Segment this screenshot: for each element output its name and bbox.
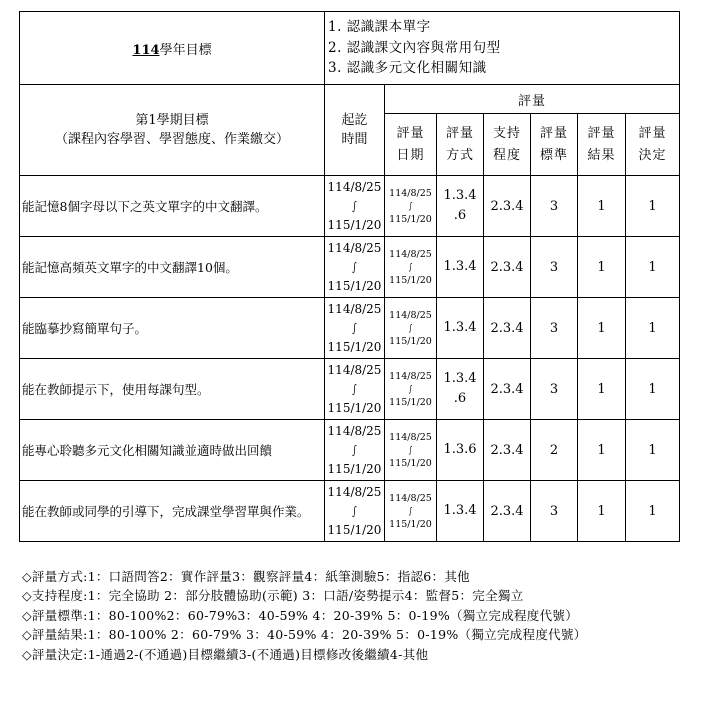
eval-date-start: 114/8/25 <box>389 187 432 199</box>
eval-decision-cell: 1 <box>626 237 680 298</box>
eval-standard-cell: 3 <box>531 176 578 237</box>
goal-text: 能記憶8個字母以下之英文單字的中文翻譯。 <box>20 176 325 237</box>
eval-result-cell: 1 <box>578 359 626 420</box>
support-level-header: 支持 程度 <box>484 114 531 176</box>
period-start: 114/8/25 <box>327 240 382 255</box>
eval-result-cell: 1 <box>578 420 626 481</box>
goal-row <box>20 359 680 420</box>
goal-row <box>20 481 680 542</box>
tilde-glyph: ∫ <box>352 198 357 213</box>
period-start: 114/8/25 <box>327 179 382 194</box>
eval-method-continued: .6 <box>453 208 467 223</box>
period-header-line2: 時間 <box>341 132 368 147</box>
eval-decision-cell: 1 <box>626 481 680 542</box>
year-goal-list <box>325 12 680 85</box>
period-cell <box>325 481 385 542</box>
eval-date-end: 115/1/20 <box>389 457 432 469</box>
period-header-line1: 起訖 <box>341 113 368 128</box>
eval-method-cell <box>437 237 484 298</box>
support-level-cell: 2.3.4 <box>484 176 531 237</box>
eval-result-cell: 1 <box>578 176 626 237</box>
eval-date-tilde: ∫ <box>408 322 413 334</box>
eval-method-header: 評量 方式 <box>437 114 484 176</box>
eval-date-end: 115/1/20 <box>389 396 432 408</box>
goal-text: 能在教師或同學的引導下，完成課堂學習單與作業。 <box>20 481 325 542</box>
period-end: 115/1/20 <box>327 461 382 476</box>
year-goal-label <box>20 12 325 85</box>
note-eval-method: ◇評量方式:1：口語問答2：實作評量3：觀察評量4：紙筆測驗5：指認6：其他 <box>22 569 470 584</box>
year-goal-item: 3. 認識多元文化相關知識 <box>328 60 487 77</box>
period-end: 115/1/20 <box>327 400 382 415</box>
year-goal-item: 1. 認識課本單字 <box>328 19 431 36</box>
period-cell <box>325 237 385 298</box>
eval-standard-cell: 3 <box>531 237 578 298</box>
eval-method-cell <box>437 420 484 481</box>
year-goal-row <box>20 12 680 85</box>
goal-text: 能專心聆聽多元文化相關知識並適時做出回饋 <box>20 420 325 481</box>
eval-standard-header: 評量 標準 <box>531 114 578 176</box>
eval-date-end: 115/1/20 <box>389 335 432 347</box>
period-cell <box>325 420 385 481</box>
year-goal-item: 2. 認識課文內容與常用句型 <box>328 39 501 56</box>
goal-row <box>20 237 680 298</box>
tilde-glyph: ∫ <box>352 503 357 518</box>
semester-subtitle: （課程內容學習、學習態度、作業繳交） <box>54 132 289 147</box>
period-end: 115/1/20 <box>327 339 382 354</box>
tilde-glyph: ∫ <box>352 442 357 457</box>
eval-method-value: 1.3.4 <box>443 503 477 518</box>
tilde-glyph: ∫ <box>352 381 357 396</box>
note-eval-decision: ◇評量決定:1-通過2-(不通過)目標繼續3-(不通過)目標修改後繼續4-其他 <box>22 646 429 662</box>
period-end: 115/1/20 <box>327 278 382 293</box>
eval-result-cell: 1 <box>578 237 626 298</box>
support-level-cell: 2.3.4 <box>484 298 531 359</box>
eval-date-cell <box>385 481 437 542</box>
eval-date-start: 114/8/25 <box>389 309 432 321</box>
eval-decision-header: 評量 決定 <box>626 114 680 176</box>
support-level-cell: 2.3.4 <box>484 359 531 420</box>
period-start: 114/8/25 <box>327 484 382 499</box>
eval-method-cell <box>437 481 484 542</box>
eval-method-cell <box>437 176 484 237</box>
note-eval-standard: ◇評量標準:1：80-100%2：60-79%3：40-59% 4：20-39% 5：0-19%（獨立完成程度代號） <box>22 607 578 623</box>
eval-result-cell: 1 <box>578 298 626 359</box>
period-start: 114/8/25 <box>327 362 382 377</box>
tilde-glyph: ∫ <box>352 320 357 335</box>
eval-date-cell <box>385 237 437 298</box>
eval-decision-cell: 1 <box>626 176 680 237</box>
semester-goal-header <box>20 85 325 176</box>
eval-date-end: 115/1/20 <box>389 518 432 530</box>
eval-method-value: 1.3.4 <box>443 259 477 274</box>
period-start: 114/8/25 <box>327 423 382 438</box>
eval-method-cell <box>437 359 484 420</box>
eval-result-cell: 1 <box>578 481 626 542</box>
tilde-glyph: ∫ <box>352 259 357 274</box>
period-end: 115/1/20 <box>327 522 382 537</box>
evaluation-header: 評量 <box>385 85 680 114</box>
eval-date-end: 115/1/20 <box>389 213 432 225</box>
eval-date-tilde: ∫ <box>408 444 413 456</box>
semester-title: 第1學期目標 <box>135 113 209 128</box>
note-eval-result: ◇評量結果:1：80-100% 2：60-79% 3：40-59% 4：20-39% 5：0-19%（獨立完成程度代號） <box>22 627 587 643</box>
eval-date-cell <box>385 176 437 237</box>
period-header <box>325 85 385 176</box>
eval-date-cell <box>385 298 437 359</box>
eval-date-start: 114/8/25 <box>389 248 432 260</box>
eval-standard-cell: 2 <box>531 420 578 481</box>
period-end: 115/1/20 <box>327 217 382 232</box>
period-cell <box>325 176 385 237</box>
eval-date-header: 評量 日期 <box>385 114 437 176</box>
iep-goal-table <box>19 11 680 542</box>
eval-decision-cell: 1 <box>626 359 680 420</box>
eval-date-start: 114/8/25 <box>389 492 432 504</box>
eval-standard-cell: 3 <box>531 298 578 359</box>
eval-method-cell <box>437 298 484 359</box>
period-cell <box>325 359 385 420</box>
eval-date-cell <box>385 420 437 481</box>
eval-date-cell <box>385 359 437 420</box>
eval-method-value: 1.3.4 <box>443 371 477 386</box>
eval-decision-cell: 1 <box>626 298 680 359</box>
eval-decision-cell: 1 <box>626 420 680 481</box>
period-start: 114/8/25 <box>327 301 382 316</box>
goal-text: 能記憶高頻英文單字的中文翻譯10個。 <box>20 237 325 298</box>
eval-date-start: 114/8/25 <box>389 370 432 382</box>
eval-date-tilde: ∫ <box>408 261 413 273</box>
eval-date-tilde: ∫ <box>408 383 413 395</box>
year-number: 114 <box>132 42 160 58</box>
header-row-1 <box>20 85 680 114</box>
eval-method-value: 1.3.4 <box>443 320 477 335</box>
goal-text: 能臨摹抄寫簡單句子。 <box>20 298 325 359</box>
year-suffix: 學年目標 <box>159 42 212 58</box>
eval-date-end: 115/1/20 <box>389 274 432 286</box>
goal-row <box>20 298 680 359</box>
eval-standard-cell: 3 <box>531 481 578 542</box>
period-cell <box>325 298 385 359</box>
goal-row <box>20 176 680 237</box>
eval-standard-cell: 3 <box>531 359 578 420</box>
eval-date-tilde: ∫ <box>408 200 413 212</box>
goal-row <box>20 420 680 481</box>
eval-method-value: 1.3.6 <box>443 442 477 457</box>
support-level-cell: 2.3.4 <box>484 420 531 481</box>
eval-date-start: 114/8/25 <box>389 431 432 443</box>
note-support-level: ◇支持程度:1：完全協助 2：部分肢體協助(示範) 3：口語/姿勢提示4：監督5：完全獨立 <box>22 588 524 604</box>
eval-result-header: 評量 結果 <box>578 114 626 176</box>
support-level-cell: 2.3.4 <box>484 481 531 542</box>
legend-notes <box>22 567 587 664</box>
support-level-cell: 2.3.4 <box>484 237 531 298</box>
eval-method-continued: .6 <box>453 391 467 406</box>
eval-date-tilde: ∫ <box>408 505 413 517</box>
eval-method-value: 1.3.4 <box>443 188 477 203</box>
goal-text: 能在教師提示下，使用每課句型。 <box>20 359 325 420</box>
